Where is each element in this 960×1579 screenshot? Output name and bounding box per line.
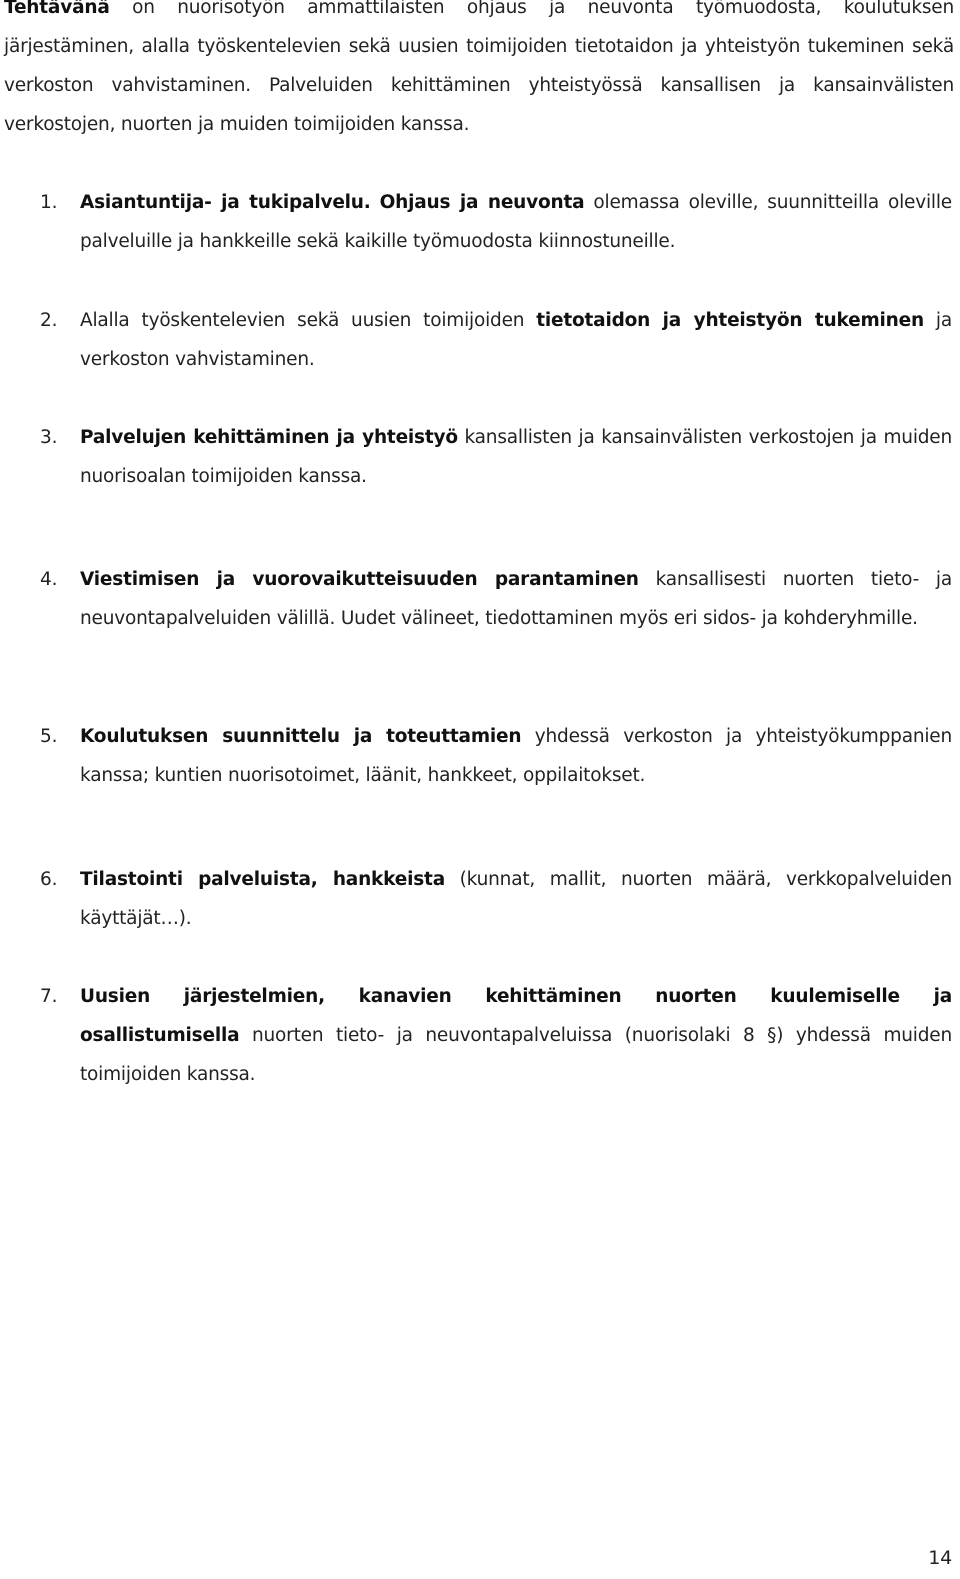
list-item-text bbox=[80, 183, 952, 261]
list-item-text bbox=[80, 977, 952, 1094]
list-item-6 bbox=[40, 860, 952, 938]
list-item-space bbox=[371, 192, 380, 213]
list-item-number: 6. bbox=[40, 869, 58, 890]
list-item-bold: Asiantuntija- ja tukipalvelu. bbox=[80, 192, 371, 213]
list-item-bold: Koulutuksen suunnittelu ja toteuttamien bbox=[80, 726, 522, 747]
list-item-1 bbox=[40, 183, 952, 261]
list-item-bold: tietotaidon ja yhteistyön tukeminen bbox=[536, 310, 924, 331]
list-item-rest: ja verkoston vahvistaminen. bbox=[80, 310, 952, 370]
list-item-4 bbox=[40, 560, 952, 638]
list-item-text bbox=[80, 860, 952, 938]
list-item-3 bbox=[40, 418, 952, 496]
list-item-7 bbox=[40, 977, 952, 1094]
list-item-bold: Palvelujen kehittäminen ja yhteistyö bbox=[80, 427, 458, 448]
list-item-number: 7. bbox=[40, 986, 58, 1007]
list-item-text bbox=[80, 560, 952, 638]
list-item-number: 5. bbox=[40, 726, 58, 747]
list-item-bold: Viestimisen ja vuorovaikutteisuuden parantaminen bbox=[80, 569, 639, 590]
list-item-rest: nuorten tieto- ja neuvontapalveluissa (nuorisolaki 8 §) yhdessä muiden toimijoiden kanssa. bbox=[80, 1025, 952, 1085]
list-item-bold: Tilastointi palveluista, hankkeista bbox=[80, 869, 445, 890]
list-item-bold: Ohjaus ja neuvonta bbox=[379, 192, 585, 213]
list-item-text bbox=[80, 717, 952, 795]
list-item-pre: Alalla työskentelevien sekä uusien toimijoiden bbox=[80, 310, 537, 331]
intro-text: on nuorisotyön ammattilaisten ohjaus ja neuvonta työmuodosta, koulutuksen järjestäminen, alalla työskentelevien sekä uusien toimijoiden tietotaidon ja yhteistyön tukeminen sekä verkoston vahvistaminen. Palveluiden kehittäminen yhteistyössä kansallisen ja kansainvälisten verkostojen, nuorten ja muiden toimijoiden kanssa. bbox=[4, 0, 954, 135]
list-item-number: 4. bbox=[40, 569, 58, 590]
list-item-number: 2. bbox=[40, 310, 58, 331]
intro-paragraph bbox=[4, 0, 954, 144]
list-item-text bbox=[80, 418, 952, 496]
list-item-rest: kansallisesti nuorten tieto- ja neuvontapalveluiden välillä. Uudet välineet, tiedottaminen myös eri sidos- ja kohderyhmille. bbox=[80, 569, 952, 629]
list-item-5 bbox=[40, 717, 952, 795]
list-item-text bbox=[80, 301, 952, 379]
list-item-number: 3. bbox=[40, 427, 58, 448]
page-number: 14 bbox=[928, 1547, 952, 1569]
list-item-rest: olemassa oleville, suunnitteilla oleville palveluille ja hankkeille sekä kaikille työmuodosta kiinnostuneille. bbox=[80, 192, 952, 252]
list-item-number: 1. bbox=[40, 192, 58, 213]
intro-bold-term: Tehtävänä bbox=[4, 0, 110, 18]
list-item-bold: Uusien järjestelmien, kanavien kehittäminen nuorten kuulemiselle ja osallistumisella bbox=[80, 986, 952, 1046]
list-item-rest: (kunnat, mallit, nuorten määrä, verkkopalveluiden käyttäjät…). bbox=[80, 869, 952, 929]
list-item-rest: yhdessä verkoston ja yhteistyökumppanien kanssa; kuntien nuorisotoimet, läänit, hankkeet, oppilaitokset. bbox=[80, 726, 953, 786]
list-item-2 bbox=[40, 301, 952, 379]
list-item-rest: kansallisten ja kansainvälisten verkostojen ja muiden nuorisoalan toimijoiden kanssa. bbox=[80, 427, 953, 487]
